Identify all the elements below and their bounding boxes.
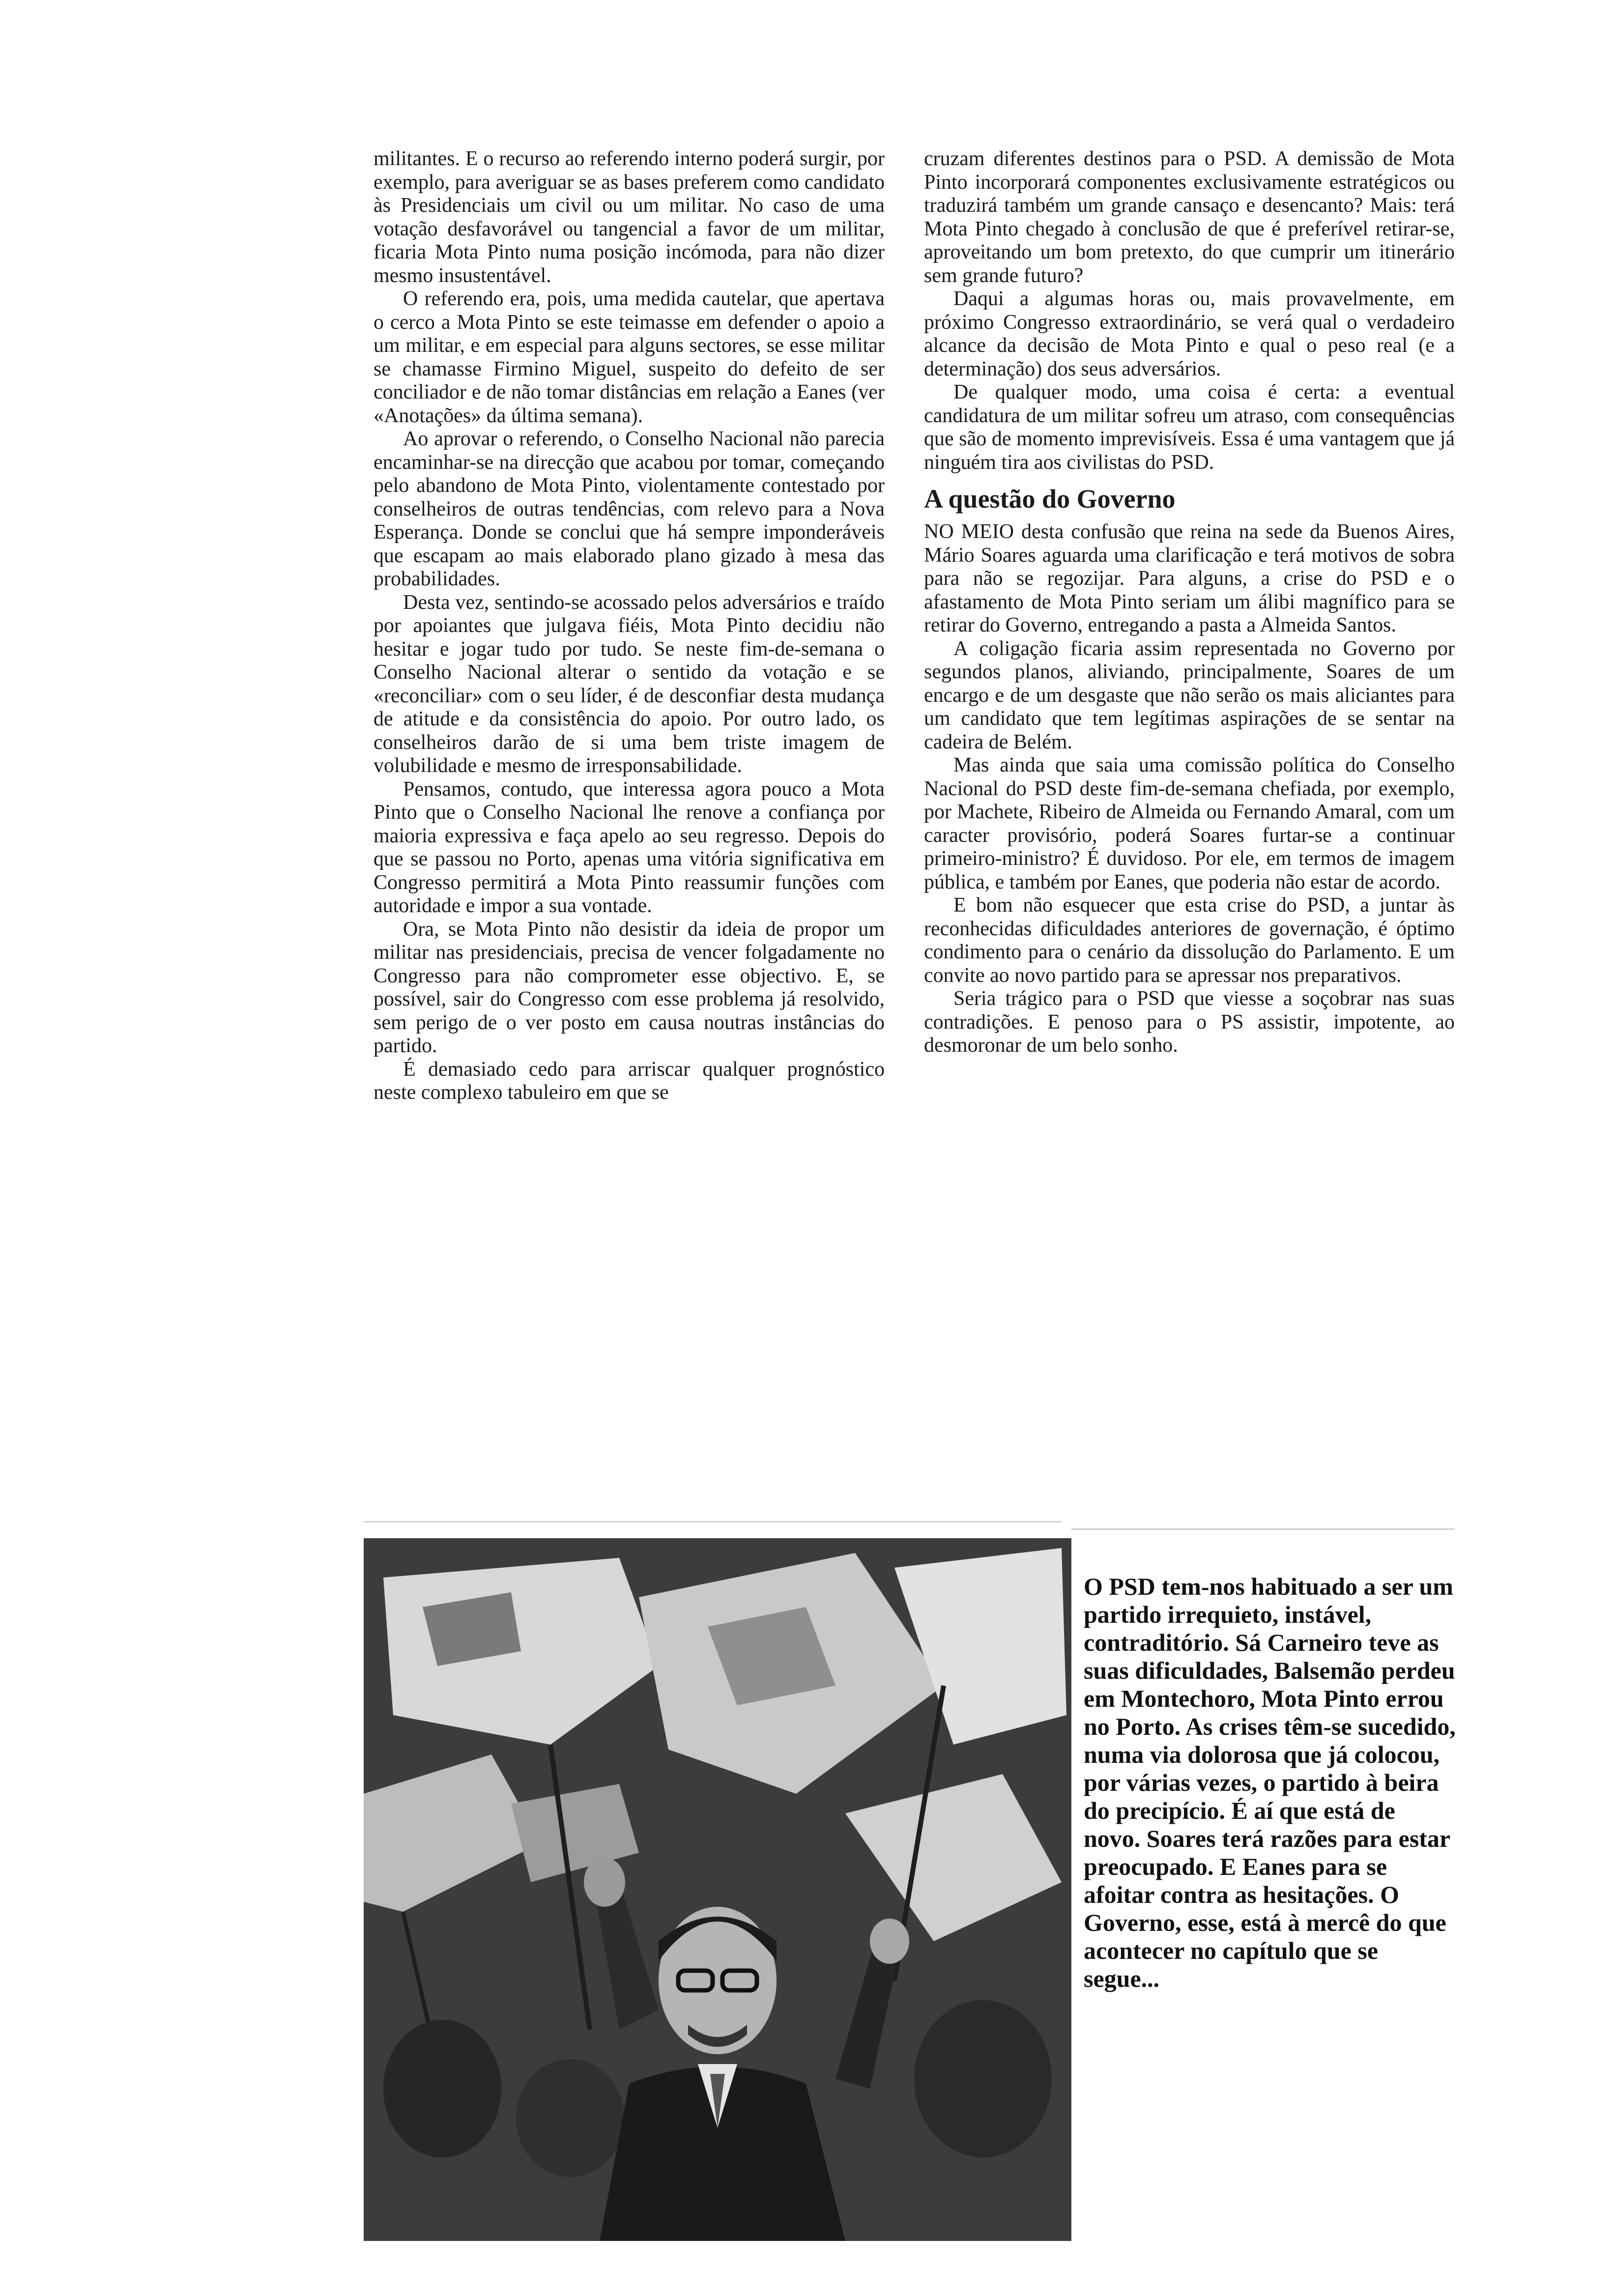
lead-text: desta confusão que reina na sede da Buenos Aires, Mário Soares aguarda uma clarificação e terá motivos de sobra para não se regozijar. Para alguns, a crise do PSD e o afastamento de Mota Pinto seriam um álibi magnífico para se retirar do Governo, entregando a pasta a Almeida Santos. <box>924 520 1455 636</box>
paragraph: Pensamos, contudo, que interessa agora pouco a Mota Pinto que o Conselho Nacional lhe renove a confiança por maioria expressiva e faça apelo ao seu regresso. Depois do que se passou no Porto, apenas uma vitória significativa em Congresso permitirá a Mota Pinto reassumir funções com autoridade e impor a sua vontade. <box>374 777 885 917</box>
news-photo <box>364 1538 1071 2241</box>
paragraph: Ora, se Mota Pinto não desistir da ideia de propor um militar nas presidenciais, precisa de vencer folgadamente no Congresso para não comprometer esse objectivo. E, se possível, sair do Congresso com esse problema já resolvido, sem perigo de o ver posto em causa noutras instâncias do partido. <box>374 918 885 1057</box>
scan-artifact <box>364 1521 1062 1522</box>
paragraph: Seria trágico para o PSD que viesse a soçobrar nas suas contradições. E penoso para o PS assistir, impotente, ao desmoronar de um belo sonho. <box>924 987 1455 1057</box>
lead-paragraph <box>924 520 1455 637</box>
lead-caps: NO MEIO <box>924 520 1014 543</box>
paragraph: cruzam diferentes destinos para o PSD. A demissão de Mota Pinto incorporará componentes exclusivamente estratégicos ou traduzirá também um grande cansaço e desencanto? Mais: terá Mota Pinto chegado à conclusão de que é preferível retirar-se, aproveitando um bom pretexto, do que cumprir um itinerário sem grande futuro? <box>924 147 1455 287</box>
paragraph: E bom não esquecer que esta crise do PSD, a juntar às reconhecidas dificuldades anteriores de governação, é óptimo condimento para o cenário da dissolução do Parlamento. E um convite ao novo partido para se apressar nos preparativos. <box>924 894 1455 987</box>
paragraph: É demasiado cedo para arriscar qualquer prognóstico neste complexo tabuleiro em que se <box>374 1058 885 1104</box>
paragraph: Desta vez, sentindo-se acossado pelos adversários e traído por apoiantes que julgava fiéis, Mota Pinto decidiu não hesitar e jogar tudo por tudo. Se neste fim-de-semana o Conselho Nacional alterar o sentido da votação e se «reconciliar» com o seu líder, é de desconfiar desta mudança de atitude e da consistência do apoio. Por outro lado, os conselheiros darão de si uma bem triste imagem de volubilidade e mesmo de irresponsabilidade. <box>374 591 885 777</box>
paragraph: O referendo era, pois, uma medida cautelar, que apertava o cerco a Mota Pinto se este teimasse em defender o apoio a um militar, e em especial para alguns sectores, se esse militar se chamasse Firmino Miguel, suspeito do defeito de ser conciliador e de não tomar distâncias em relação a Eanes (ver «Anotações» da última semana). <box>374 287 885 427</box>
paragraph: militantes. E o recurso ao referendo interno poderá surgir, por exemplo, para averiguar se as bases preferem como candidato às Presidenciais um civil ou um militar. No caso de uma votação desfavorável ou tangencial a favor de um militar, ficaria Mota Pinto numa posição incómoda, para não dizer mesmo insustentável. <box>374 147 885 287</box>
paragraph: Mas ainda que saia uma comissão política do Conselho Nacional do PSD deste fim-de-semana chefiada, por exemplo, por Machete, Ribeiro de Almeida ou Fernando Amaral, com um caracter provisório, poderá Soares furtar-se a continuar primeiro-ministro? É duvidoso. Por ele, em termos de imagem pública, e também por Eanes, que poderia não estar de acordo. <box>924 754 1455 893</box>
paragraph: Daqui a algumas horas ou, mais provavelmente, em próximo Congresso extraordinário, se verá qual o verdadeiro alcance da decisão de Mota Pinto e qual o peso real (e a determinação) dos seus adversários. <box>924 287 1455 380</box>
paragraph: De qualquer modo, uma coisa é certa: a eventual candidatura de um militar sofreu um atraso, com consequências que são de momento imprevisíveis. Essa é uma vantagem que já ninguém tira aos civilistas do PSD. <box>924 381 1455 474</box>
scan-artifact <box>1071 1528 1455 1530</box>
paragraph: A coligação ficaria assim representada no Governo por segundos planos, aliviando, principalmente, Soares de um encargo e de um desgaste que não serão os mais aliciantes para um candidato que tem legítimas aspirações de se sentar na cadeira de Belém. <box>924 637 1455 753</box>
section-subheading: A questão do Governo <box>924 484 1176 514</box>
photo-illustration <box>364 1538 1071 2241</box>
paragraph: Ao aprovar o referendo, o Conselho Nacional não parecia encaminhar-se na direcção que acabou por tomar, começando pelo abandono de Mota Pinto, violentamente contestado por conselheiros de outras tendências, com relevo para a Nova Esperança. Donde se conclui que há sempre imponderáveis que escapam ao mais elaborado plano gizado à mesa das probabilidades. <box>374 428 885 590</box>
photo-caption: O PSD tem-nos habituado a ser um partido irrequieto, instável, contraditório. Sá Carneiro teve as suas dificuldades, Balsemão perdeu em Montechoro, Mota Pinto errou no Porto. As crises têm-se sucedido, numa via dolorosa que já colocou, por várias vezes, o partido à beira do precipício. É aí que está de novo. Soares terá razões para estar preocupado. E Eanes para se afoitar contra as hesitações. O Governo, esse, está à mercê do que acontecer no capítulo que se segue... <box>1084 1573 1456 1992</box>
article-left-column <box>374 147 885 1105</box>
article-right-column <box>924 147 1455 1058</box>
